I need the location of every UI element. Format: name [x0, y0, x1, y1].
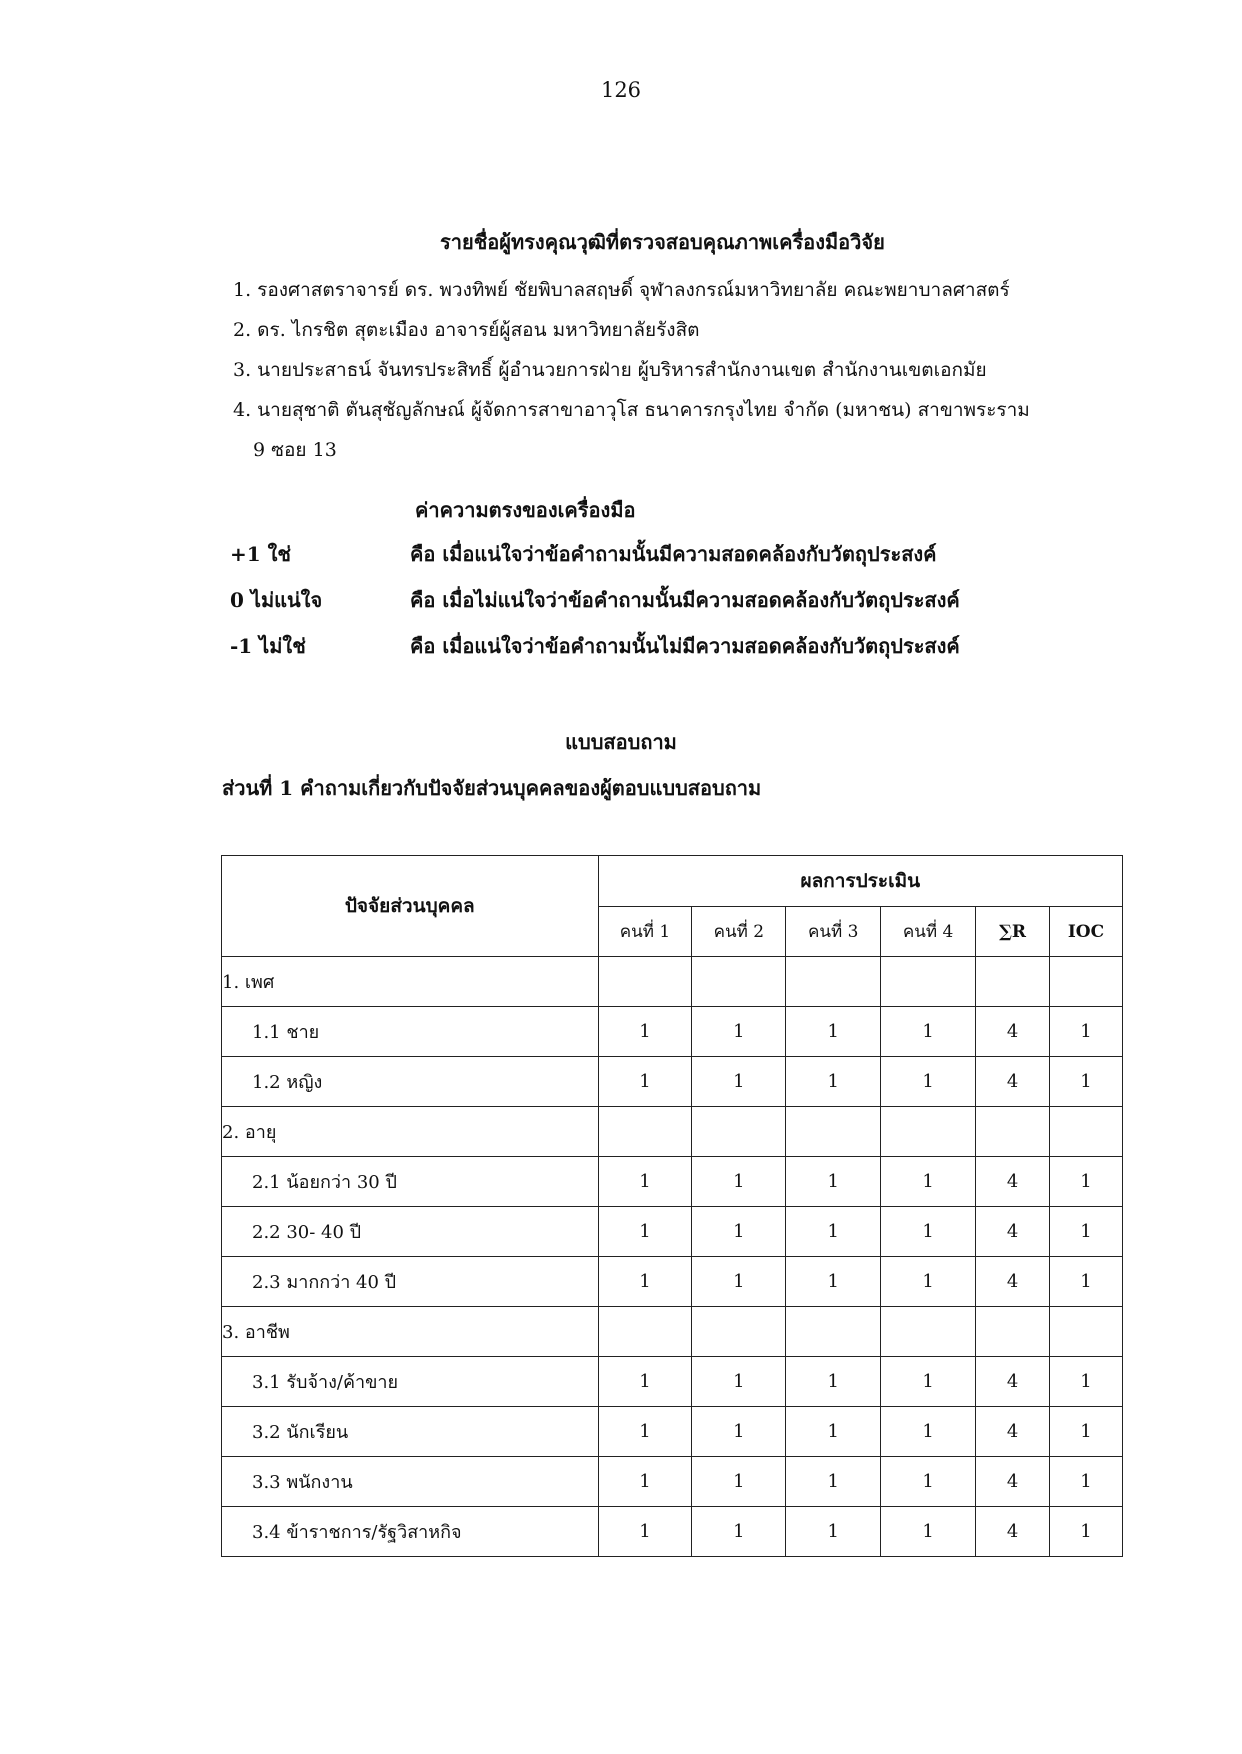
cell-sum-r: 4 [976, 1407, 1050, 1457]
row-label: 3.4 ข้าราชการ/รัฐวิสาหกิจ [222, 1507, 599, 1557]
cell-rater-4: 1 [881, 1157, 976, 1207]
cell-rater-3: 1 [786, 1157, 881, 1207]
table-row [222, 1107, 1123, 1157]
validity-legend [230, 538, 1130, 676]
table-row [222, 1407, 1123, 1457]
cell-rater-2: 1 [692, 1257, 786, 1307]
cell-rater-1: 1 [598, 1457, 692, 1507]
cell-rater-2: 1 [692, 1057, 786, 1107]
cell-rater-4: 1 [881, 1407, 976, 1457]
cell-sum-r: 4 [976, 1007, 1050, 1057]
cell-ioc [1050, 957, 1123, 1007]
page-number: 126 [600, 78, 642, 102]
validity-meaning: คือ เมื่อแน่ใจว่าข้อคำถามนั้นมีความสอดคล้องกับวัตถุประสงค์ [410, 542, 937, 566]
cell-rater-4: 1 [881, 1257, 976, 1307]
cell-rater-1: 1 [598, 1007, 692, 1057]
row-label: 3.1 รับจ้าง/ค้าขาย [222, 1357, 599, 1407]
cell-rater-3 [786, 1307, 881, 1357]
cell-rater-3: 1 [786, 1507, 881, 1557]
cell-rater-1: 1 [598, 1157, 692, 1207]
part-title: ส่วนที่ 1 คำถามเกี่ยวกับปัจจัยส่วนบุคคลของผู้ตอบแบบสอบถาม [222, 776, 762, 800]
cell-rater-2 [692, 957, 786, 1007]
header-factor: ปัจจัยส่วนบุคคล [222, 856, 599, 957]
row-label: 2.3 มากกว่า 40 ปี [222, 1257, 599, 1307]
cell-rater-2: 1 [692, 1007, 786, 1057]
experts-list [233, 270, 1133, 470]
validity-row [230, 630, 1130, 676]
table-row [222, 1257, 1123, 1307]
cell-rater-4 [881, 1107, 976, 1157]
table-row [222, 1307, 1123, 1357]
cell-rater-3: 1 [786, 1007, 881, 1057]
cell-ioc: 1 [1050, 1407, 1123, 1457]
row-label: 3.2 นักเรียน [222, 1407, 599, 1457]
header-rater-4: คนที่ 4 [881, 907, 976, 957]
experts-title: รายชื่อผู้ทรงคุณวุฒิที่ตรวจสอบคุณภาพเครื่องมือวิจัย [440, 230, 885, 254]
table-row [222, 1007, 1123, 1057]
header-rater-1: คนที่ 1 [598, 907, 692, 957]
cell-rater-1: 1 [598, 1057, 692, 1107]
cell-rater-2: 1 [692, 1157, 786, 1207]
expert-item: 2. ดร. ไกรชิต สุตะเมือง อาจารย์ผู้สอน มหาวิทยาลัยรังสิต [233, 319, 700, 341]
validity-score: 0 ไม่แน่ใจ [230, 588, 323, 612]
table-row [222, 1457, 1123, 1507]
ioc-table-body [222, 957, 1123, 1557]
table-row [222, 957, 1123, 1007]
row-group-label: 1. เพศ [222, 957, 599, 1007]
expert-item-continuation: 9 ซอย 13 [253, 439, 337, 461]
cell-rater-2 [692, 1107, 786, 1157]
cell-rater-1 [598, 957, 692, 1007]
cell-ioc: 1 [1050, 1157, 1123, 1207]
questionnaire-title: แบบสอบถาม [565, 730, 677, 754]
cell-rater-1: 1 [598, 1257, 692, 1307]
expert-item: 4. นายสุชาติ ตันสุชัญลักษณ์ ผู้จัดการสาขาอาวุโส ธนาคารกรุงไทย จำกัด (มหาชน) สาขาพระราม [233, 399, 1030, 421]
cell-rater-4: 1 [881, 1357, 976, 1407]
row-group-label: 2. อายุ [222, 1107, 599, 1157]
table-row [222, 1357, 1123, 1407]
cell-ioc: 1 [1050, 1507, 1123, 1557]
cell-rater-3: 1 [786, 1357, 881, 1407]
cell-rater-4: 1 [881, 1207, 976, 1257]
cell-rater-1: 1 [598, 1407, 692, 1457]
cell-sum-r: 4 [976, 1507, 1050, 1557]
cell-sum-r: 4 [976, 1357, 1050, 1407]
cell-sum-r [976, 1107, 1050, 1157]
cell-rater-4 [881, 957, 976, 1007]
cell-rater-3 [786, 1107, 881, 1157]
header-ioc: IOC [1050, 907, 1123, 957]
cell-sum-r: 4 [976, 1057, 1050, 1107]
cell-ioc [1050, 1307, 1123, 1357]
validity-score: -1 ไม่ใช่ [230, 634, 306, 658]
header-sum-r: ∑R [976, 907, 1050, 957]
table-row [222, 1507, 1123, 1557]
cell-rater-3 [786, 957, 881, 1007]
cell-rater-2 [692, 1307, 786, 1357]
cell-ioc: 1 [1050, 1057, 1123, 1107]
cell-sum-r: 4 [976, 1457, 1050, 1507]
cell-sum-r: 4 [976, 1157, 1050, 1207]
cell-rater-4: 1 [881, 1007, 976, 1057]
table-row [222, 1057, 1123, 1107]
cell-rater-2: 1 [692, 1507, 786, 1557]
cell-rater-3: 1 [786, 1457, 881, 1507]
cell-rater-3: 1 [786, 1407, 881, 1457]
expert-item: 1. รองศาสตราจารย์ ดร. พวงทิพย์ ชัยพิบาลสฤษดิ์ จุฬาลงกรณ์มหาวิทยาลัย คณะพยาบาลศาสตร์ [233, 279, 1010, 301]
table-row [222, 1207, 1123, 1257]
row-label: 1.2 หญิง [222, 1057, 599, 1107]
header-rater-3: คนที่ 3 [786, 907, 881, 957]
cell-rater-4 [881, 1307, 976, 1357]
cell-ioc: 1 [1050, 1357, 1123, 1407]
cell-rater-1: 1 [598, 1507, 692, 1557]
row-label: 2.1 น้อยกว่า 30 ปี [222, 1157, 599, 1207]
cell-sum-r [976, 1307, 1050, 1357]
cell-rater-3: 1 [786, 1207, 881, 1257]
cell-rater-1: 1 [598, 1207, 692, 1257]
validity-row [230, 584, 1130, 630]
cell-rater-4: 1 [881, 1507, 976, 1557]
ioc-table [221, 855, 1123, 1557]
cell-rater-4: 1 [881, 1057, 976, 1107]
cell-ioc: 1 [1050, 1457, 1123, 1507]
cell-rater-3: 1 [786, 1257, 881, 1307]
row-label: 1.1 ชาย [222, 1007, 599, 1057]
validity-meaning: คือ เมื่อแน่ใจว่าข้อคำถามนั้นไม่มีความสอดคล้องกับวัตถุประสงค์ [410, 634, 960, 658]
cell-ioc [1050, 1107, 1123, 1157]
cell-rater-2: 1 [692, 1357, 786, 1407]
table-row [222, 1157, 1123, 1207]
cell-rater-2: 1 [692, 1207, 786, 1257]
cell-rater-1 [598, 1307, 692, 1357]
expert-item: 3. นายประสาธน์ จันทรประสิทธิ์ ผู้อำนวยการฝ่าย ผู้บริหารสำนักงานเขต สำนักงานเขตเอกมัย [233, 359, 987, 381]
cell-rater-4: 1 [881, 1457, 976, 1507]
cell-rater-2: 1 [692, 1407, 786, 1457]
validity-title: ค่าความตรงของเครื่องมือ [415, 498, 636, 522]
cell-rater-1: 1 [598, 1357, 692, 1407]
cell-sum-r [976, 957, 1050, 1007]
row-label: 2.2 30- 40 ปี [222, 1207, 599, 1257]
header-rater-2: คนที่ 2 [692, 907, 786, 957]
validity-row [230, 538, 1130, 584]
cell-rater-2: 1 [692, 1457, 786, 1507]
cell-ioc: 1 [1050, 1007, 1123, 1057]
cell-sum-r: 4 [976, 1207, 1050, 1257]
cell-rater-3: 1 [786, 1057, 881, 1107]
validity-meaning: คือ เมื่อไม่แน่ใจว่าข้อคำถามนั้นมีความสอดคล้องกับวัตถุประสงค์ [410, 588, 960, 612]
cell-ioc: 1 [1050, 1207, 1123, 1257]
cell-rater-1 [598, 1107, 692, 1157]
validity-score: +1 ใช่ [230, 542, 291, 566]
cell-sum-r: 4 [976, 1257, 1050, 1307]
cell-ioc: 1 [1050, 1257, 1123, 1307]
header-evaluation: ผลการประเมิน [598, 856, 1122, 907]
row-label: 3.3 พนักงาน [222, 1457, 599, 1507]
row-group-label: 3. อาชีพ [222, 1307, 599, 1357]
